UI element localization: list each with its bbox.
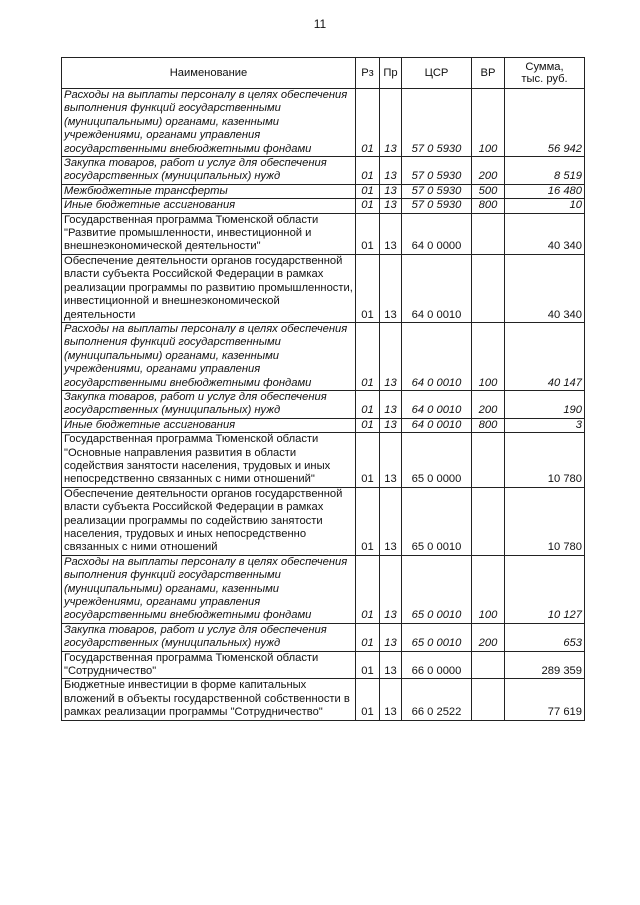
cell-sum: 40 340 — [505, 254, 585, 322]
cell-vr — [472, 433, 505, 488]
cell-rz: 01 — [356, 390, 380, 418]
cell-name: Обеспечение деятельности органов государственной власти субъекта Российской Федерации в рамках реализации программы по содействию занятости населения, трудовых и иных непосредственно связанных с ними отношений — [62, 487, 356, 555]
table-row — [62, 679, 585, 720]
cell-csr: 65 0 0010 — [402, 487, 472, 555]
cell-sum: 8 519 — [505, 157, 585, 185]
cell-sum: 653 — [505, 623, 585, 651]
table-row — [62, 322, 585, 390]
header-vr: ВР — [472, 58, 505, 89]
cell-rz: 01 — [356, 157, 380, 185]
cell-sum: 56 942 — [505, 89, 585, 157]
table-row — [62, 199, 585, 213]
cell-vr: 800 — [472, 418, 505, 432]
header-pr: Пр — [380, 58, 402, 89]
cell-name: Расходы на выплаты персоналу в целях обеспечения выполнения функций государственными (муниципальными) органами, казенными учреждениями, органами управления государственными внебюджетными фондами — [62, 322, 356, 390]
cell-vr: 100 — [472, 322, 505, 390]
table-row — [62, 651, 585, 679]
cell-pr: 13 — [380, 651, 402, 679]
cell-csr: 64 0 0010 — [402, 390, 472, 418]
table-body — [62, 89, 585, 721]
cell-pr: 13 — [380, 322, 402, 390]
cell-pr: 13 — [380, 418, 402, 432]
cell-sum: 3 — [505, 418, 585, 432]
cell-vr — [472, 213, 505, 254]
cell-pr: 13 — [380, 623, 402, 651]
table-row — [62, 390, 585, 418]
cell-name: Иные бюджетные ассигнования — [62, 418, 356, 432]
cell-pr: 13 — [380, 157, 402, 185]
cell-sum: 16 480 — [505, 184, 585, 198]
cell-name: Расходы на выплаты персоналу в целях обеспечения выполнения функций государственными (муниципальными) органами, казенными учреждениями, органами управления государственными внебюджетными фондами — [62, 555, 356, 623]
cell-name: Государственная программа Тюменской области "Основные направления развития в области содействия занятости населения, трудовых и иных непосредственно связанных с ними отношений" — [62, 433, 356, 488]
cell-csr: 65 0 0010 — [402, 623, 472, 651]
cell-csr: 66 0 0000 — [402, 651, 472, 679]
table-row — [62, 623, 585, 651]
table-row — [62, 157, 585, 185]
cell-rz: 01 — [356, 433, 380, 488]
cell-vr — [472, 679, 505, 720]
cell-csr: 57 0 5930 — [402, 89, 472, 157]
cell-name: Иные бюджетные ассигнования — [62, 199, 356, 213]
cell-csr: 65 0 0010 — [402, 555, 472, 623]
table-row — [62, 89, 585, 157]
cell-sum: 10 780 — [505, 487, 585, 555]
cell-csr: 57 0 5930 — [402, 184, 472, 198]
table-row — [62, 433, 585, 488]
cell-rz: 01 — [356, 679, 380, 720]
header-rz: Рз — [356, 58, 380, 89]
cell-name: Государственная программа Тюменской области "Развитие промышленности, инвестиционной и внешнеэкономической деятельности" — [62, 213, 356, 254]
cell-pr: 13 — [380, 254, 402, 322]
header-csr: ЦСР — [402, 58, 472, 89]
cell-vr: 200 — [472, 390, 505, 418]
cell-sum: 10 127 — [505, 555, 585, 623]
cell-rz: 01 — [356, 418, 380, 432]
cell-vr — [472, 651, 505, 679]
cell-name: Обеспечение деятельности органов государственной власти субъекта Российской Федерации в рамках реализации программы по развитию промышленности, инвестиционной и внешнеэкономической деятельности — [62, 254, 356, 322]
table-row — [62, 487, 585, 555]
cell-pr: 13 — [380, 390, 402, 418]
cell-rz: 01 — [356, 322, 380, 390]
cell-vr: 100 — [472, 555, 505, 623]
header-sum-line1: Сумма, — [525, 60, 564, 73]
cell-vr: 500 — [472, 184, 505, 198]
cell-csr: 57 0 5930 — [402, 199, 472, 213]
cell-pr: 13 — [380, 433, 402, 488]
table-row — [62, 213, 585, 254]
cell-rz: 01 — [356, 623, 380, 651]
cell-vr — [472, 254, 505, 322]
cell-sum: 40 147 — [505, 322, 585, 390]
header-sum-line2: тыс. руб. — [521, 73, 568, 85]
cell-csr: 57 0 5930 — [402, 157, 472, 185]
header-sum — [505, 58, 585, 89]
cell-pr: 13 — [380, 213, 402, 254]
cell-vr — [472, 487, 505, 555]
cell-vr: 100 — [472, 89, 505, 157]
cell-sum: 10 780 — [505, 433, 585, 488]
cell-name: Закупка товаров, работ и услуг для обеспечения государственных (муниципальных) нужд — [62, 157, 356, 185]
cell-csr: 64 0 0010 — [402, 254, 472, 322]
cell-name: Бюджетные инвестиции в форме капитальных вложений в объекты государственной собственности в рамках реализации программы "Сотрудничество" — [62, 679, 356, 720]
cell-rz: 01 — [356, 213, 380, 254]
cell-sum: 40 340 — [505, 213, 585, 254]
cell-name: Межбюджетные трансферты — [62, 184, 356, 198]
cell-vr: 200 — [472, 623, 505, 651]
cell-sum: 190 — [505, 390, 585, 418]
cell-name: Государственная программа Тюменской области "Сотрудничество" — [62, 651, 356, 679]
budget-table — [61, 57, 585, 721]
cell-name: Расходы на выплаты персоналу в целях обеспечения выполнения функций государственными (муниципальными) органами, казенными учреждениями, органами управления государственными внебюджетными фондами — [62, 89, 356, 157]
cell-rz: 01 — [356, 184, 380, 198]
page-number: 11 — [313, 17, 327, 31]
cell-name: Закупка товаров, работ и услуг для обеспечения государственных (муниципальных) нужд — [62, 623, 356, 651]
cell-name: Закупка товаров, работ и услуг для обеспечения государственных (муниципальных) нужд — [62, 390, 356, 418]
cell-vr: 800 — [472, 199, 505, 213]
cell-rz: 01 — [356, 89, 380, 157]
table-row — [62, 254, 585, 322]
cell-rz: 01 — [356, 199, 380, 213]
header-name: Наименование — [62, 58, 356, 89]
cell-pr: 13 — [380, 487, 402, 555]
header-row — [62, 58, 585, 89]
cell-pr: 13 — [380, 89, 402, 157]
table-row — [62, 418, 585, 432]
cell-pr: 13 — [380, 555, 402, 623]
cell-csr: 64 0 0010 — [402, 322, 472, 390]
cell-csr: 65 0 0000 — [402, 433, 472, 488]
cell-pr: 13 — [380, 199, 402, 213]
cell-rz: 01 — [356, 487, 380, 555]
cell-pr: 13 — [380, 679, 402, 720]
cell-rz: 01 — [356, 651, 380, 679]
table-row — [62, 184, 585, 198]
cell-sum: 10 — [505, 199, 585, 213]
cell-rz: 01 — [356, 254, 380, 322]
cell-csr: 64 0 0000 — [402, 213, 472, 254]
cell-vr: 200 — [472, 157, 505, 185]
cell-rz: 01 — [356, 555, 380, 623]
table-row — [62, 555, 585, 623]
cell-pr: 13 — [380, 184, 402, 198]
cell-sum: 77 619 — [505, 679, 585, 720]
cell-sum: 289 359 — [505, 651, 585, 679]
cell-csr: 64 0 0010 — [402, 418, 472, 432]
cell-csr: 66 0 2522 — [402, 679, 472, 720]
